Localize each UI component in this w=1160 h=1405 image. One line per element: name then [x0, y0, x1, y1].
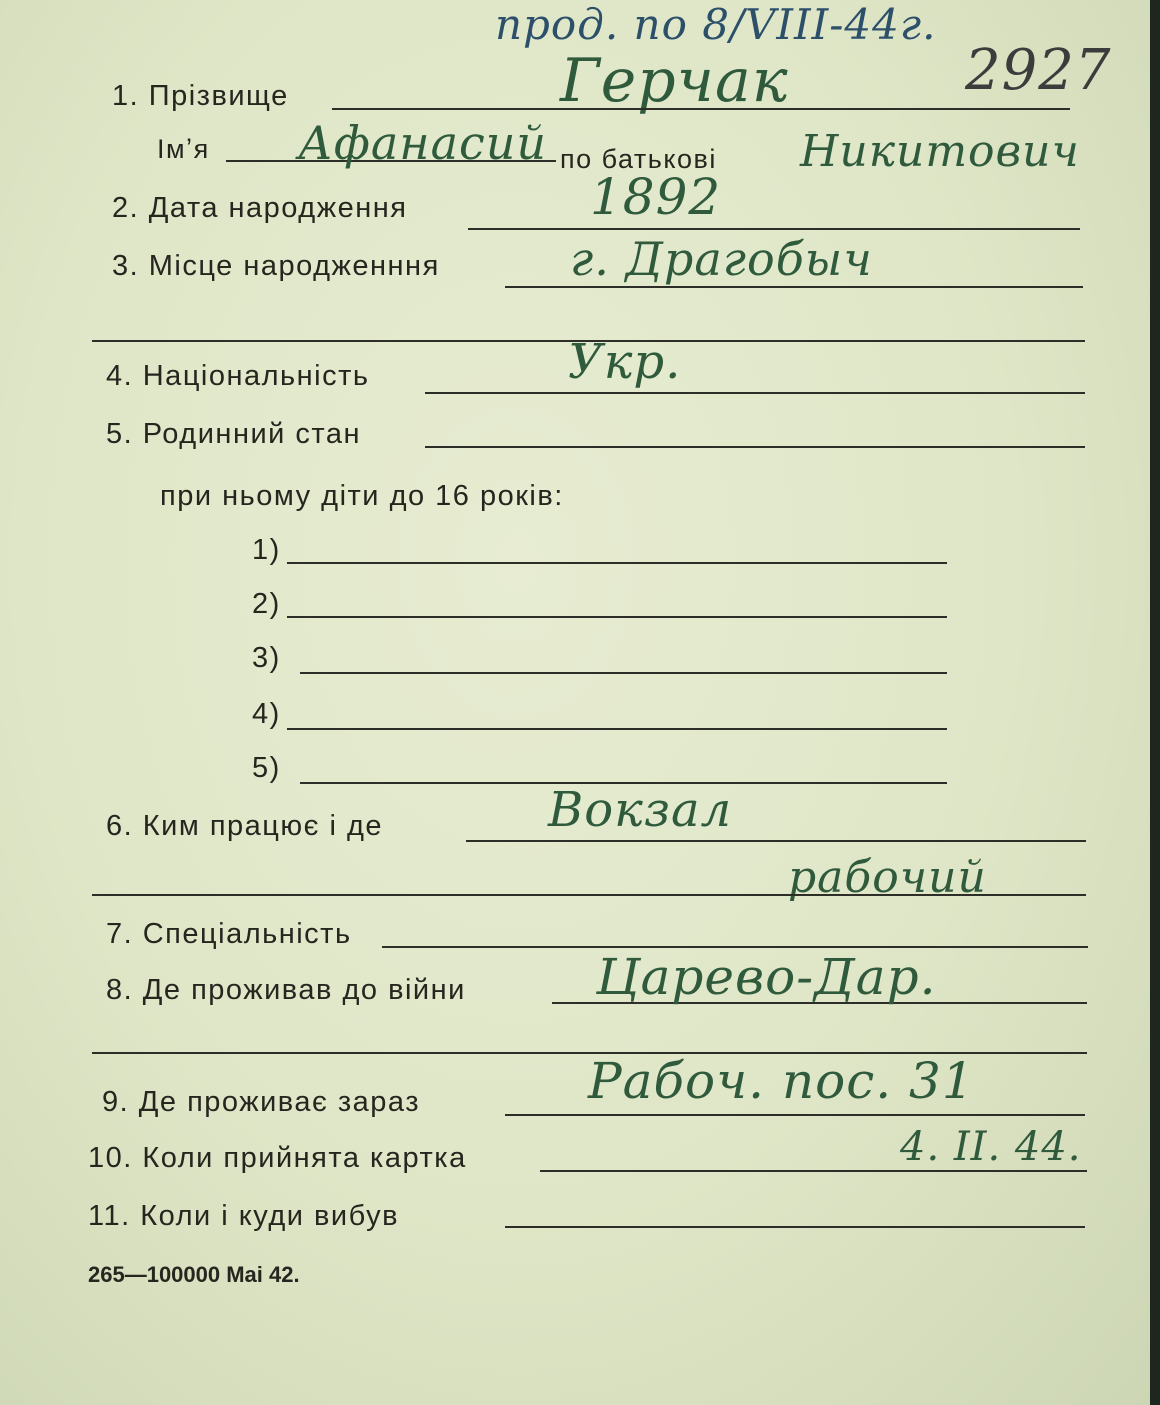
card-line	[540, 1170, 1087, 1172]
child-1-line	[287, 562, 947, 564]
child-1-label: 1)	[252, 534, 281, 566]
patronymic-value: Никитович	[800, 126, 1080, 177]
child-4-label: 4)	[252, 698, 281, 730]
birth-date-label: 2. Дата народження	[112, 192, 408, 224]
patronymic-label: по батькові	[560, 144, 717, 174]
family-line	[425, 446, 1085, 448]
child-4-line	[287, 728, 947, 730]
family-label: 5. Родинний стан	[106, 418, 362, 450]
prewar-value: Царево-Дар.	[596, 948, 937, 1006]
card-date-value: 4. II. 44.	[900, 1124, 1082, 1170]
child-3-line	[300, 672, 947, 674]
work-label: 6. Ким працює і де	[106, 810, 384, 842]
birth-place-label: 3. Місце народженння	[112, 250, 440, 282]
child-5-label: 5)	[252, 752, 281, 784]
corner-number: 2927	[965, 38, 1112, 103]
prewar-label: 8. Де проживав до війни	[106, 974, 466, 1006]
work-line	[466, 840, 1086, 842]
nationality-label: 4. Національність	[106, 360, 370, 392]
birth-date-value: 1892	[590, 168, 722, 226]
name-value: Афанасий	[298, 116, 548, 170]
birth-place-value: г. Драгобыч	[570, 232, 873, 286]
birth-place-line	[505, 286, 1083, 288]
nationality-line	[425, 392, 1085, 394]
children-label: при ньому діти до 16 років:	[160, 480, 564, 512]
specialty-label: 7. Спеціальність	[106, 918, 352, 950]
print-code: 265—100000 Mai 42.	[88, 1262, 300, 1287]
left-label: 11. Коли і куди вибув	[88, 1200, 399, 1232]
surname-value: Герчак	[560, 46, 789, 116]
nationality-value: Укр.	[568, 334, 682, 390]
surname-label: 1. Прізвище	[112, 80, 289, 112]
header-note: прод. по 8/VIII-44г.	[495, 0, 937, 49]
current-label: 9. Де проживає зараз	[102, 1086, 421, 1118]
name-label: Імʼя	[157, 134, 210, 164]
birth-date-line	[468, 228, 1080, 230]
child-3-label: 3)	[252, 642, 281, 674]
child-2-label: 2)	[252, 588, 281, 620]
current-line	[505, 1114, 1085, 1116]
work-role-value: рабочий	[788, 852, 987, 903]
left-line	[505, 1226, 1085, 1228]
child-2-line	[287, 616, 947, 618]
work-line-2	[92, 894, 1086, 896]
work-place-value: Вокзал	[548, 782, 733, 838]
surname-line	[332, 108, 1070, 110]
current-value: Рабоч. пос. 31	[588, 1052, 975, 1110]
card-label: 10. Коли прийнята картка	[88, 1142, 467, 1174]
